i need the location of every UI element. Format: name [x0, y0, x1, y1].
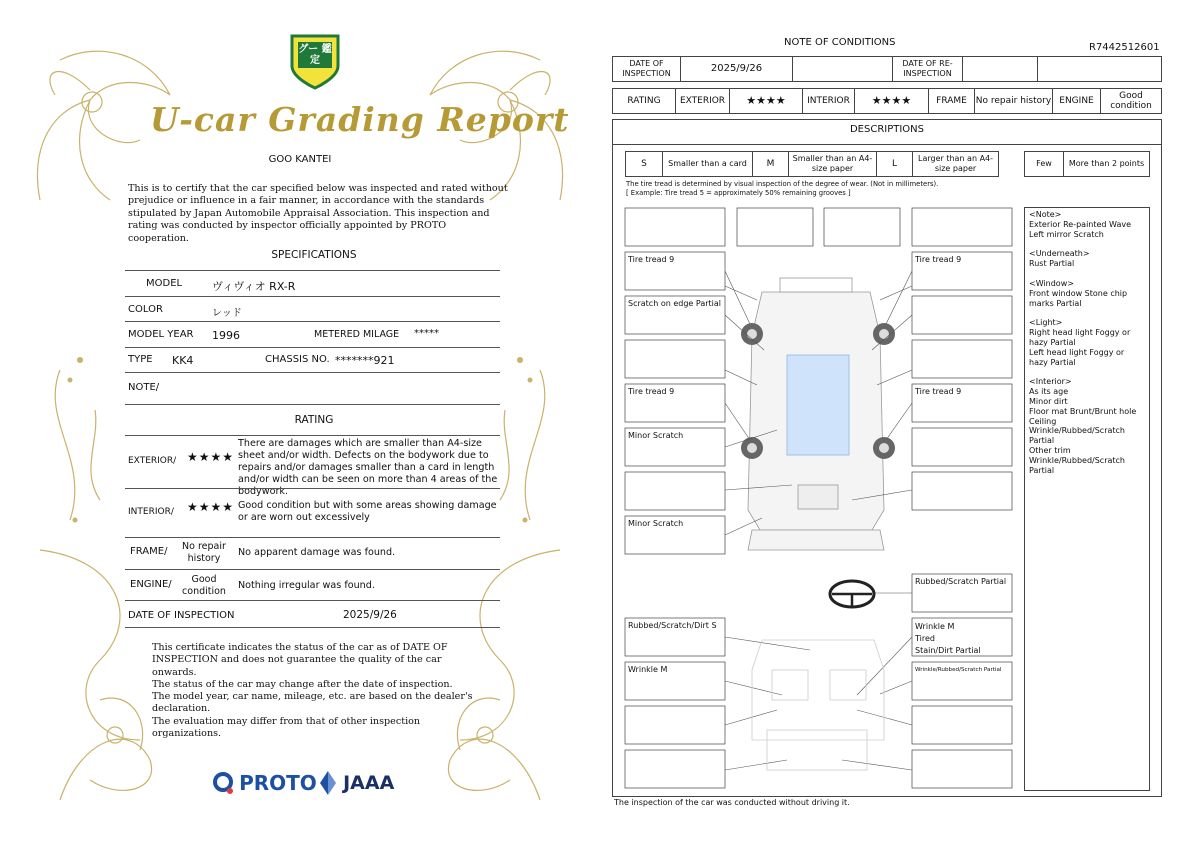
- interior-stars: ★★★★: [187, 500, 235, 514]
- certificate-disclaimer: [152, 642, 482, 740]
- model-label: MODEL: [146, 278, 183, 289]
- rating-heading: RATING: [294, 414, 334, 426]
- note-line: Minor dirt: [1029, 396, 1068, 406]
- note-line: Wrinkle/Rubbed/Scratch Partial: [1029, 455, 1125, 475]
- right-door-note: Wrinkle/Rubbed/Scratch Partial: [915, 667, 1002, 673]
- legend-few-text: More than 2 points: [1063, 152, 1149, 176]
- type-label: TYPE: [128, 354, 153, 365]
- dashboard-note: Rubbed/Scratch/Dirt S: [628, 621, 717, 630]
- interior-label: INTERIOR/: [128, 507, 174, 517]
- legend-m-text: Smaller than an A4-size paper: [788, 152, 876, 176]
- jaaa-logo-text: JAAA: [343, 772, 395, 794]
- proto-logo-text: PROTO: [239, 771, 317, 795]
- chassis-value: *******921: [335, 354, 395, 367]
- engine-value: Good condition: [182, 574, 226, 597]
- legend-s-text: Smaller than a card: [662, 152, 752, 176]
- exterior-label: EXTERIOR/: [128, 456, 177, 466]
- note-line: Right head light Foggy or hazy Partial: [1029, 328, 1131, 347]
- inspection-date-value: 2025/9/26: [343, 609, 397, 621]
- note-line: Floor mat Brunt/Brunt hole: [1029, 406, 1137, 416]
- inspection-date-label: DATE OF INSPECTION: [622, 58, 671, 78]
- count-legend: [1024, 151, 1150, 177]
- note-of-conditions-sheet: [600, 0, 1200, 848]
- frame-description: No apparent damage was found.: [238, 547, 396, 558]
- steering-wheel-icon: [830, 581, 874, 607]
- disclaimer-line: declaration.: [152, 703, 211, 715]
- left-seat-note: Wrinkle M: [628, 665, 668, 674]
- left-minor-scratch-note: Minor Scratch: [628, 431, 684, 440]
- disclaimer-line: The model year, car name, mileage, etc. are based on the dealer's: [152, 691, 473, 703]
- divider: [125, 404, 500, 405]
- divider: [125, 372, 500, 373]
- rear-right-tire-note: Tire tread 9: [915, 387, 962, 396]
- spacer: [1029, 308, 1145, 318]
- exterior-label: EXTERIOR: [675, 89, 729, 113]
- note-line: As its age: [1029, 387, 1069, 397]
- jaaa-mark-icon: [318, 770, 338, 796]
- model-value: ヴィヴィオ RX-R: [212, 280, 296, 293]
- frame-value: No repair history: [182, 541, 226, 564]
- inspection-date-label: DATE OF INSPECTION: [128, 610, 235, 621]
- goo-kantei-badge: [288, 30, 342, 90]
- divider: [125, 296, 500, 297]
- note-line: Other trim: [1029, 445, 1071, 455]
- spacer: [1029, 367, 1145, 377]
- jaaa-logo: [318, 770, 394, 796]
- type-value: KK4: [172, 354, 194, 367]
- frame-label: FRAME: [928, 89, 974, 113]
- reference-number: R7442512601: [1089, 42, 1160, 53]
- rear-minor-scratch-note: Minor Scratch: [628, 519, 684, 528]
- exterior-stars: ★★★★: [187, 450, 235, 464]
- proto-mark-icon: [212, 770, 234, 796]
- descriptions-heading: DESCRIPTIONS: [849, 124, 925, 135]
- engine-value: Good condition: [1100, 89, 1161, 113]
- rating-label: RATING: [627, 95, 661, 106]
- exterior-stars: ★★★★: [729, 89, 802, 113]
- additional-notes-panel: [1024, 207, 1150, 791]
- interior-stars: ★★★★: [854, 89, 928, 113]
- note-line: Wrinkle/Rubbed/Scratch Partial: [1029, 426, 1125, 446]
- exterior-description: There are damages which are smaller than A4-size sheet and/or width. Defects on the bodywork due to repairs and/or damages smaller than a card in length and/or width can be seen on more than 4 areas of the bodywork.: [238, 438, 498, 497]
- inspection-dates-row: [612, 56, 1162, 82]
- empty-cell: [1037, 57, 1161, 81]
- engine-label: ENGINE/: [130, 579, 172, 590]
- right-seat-note: Wrinkle M Tired Stain/Dirt Partial: [915, 622, 981, 655]
- note-line: <Light>: [1029, 318, 1063, 328]
- mileage-label: METERED MILAGE: [314, 329, 400, 340]
- note-line: Ceiling: [1029, 416, 1057, 426]
- divider: [125, 569, 500, 570]
- rear-left-tire-note: Tire tread 9: [628, 387, 675, 396]
- tire-example: [ Example: Tire tread 5 = approximately 50% remaining grooves ]: [626, 189, 851, 197]
- note-line: Rust Partial: [1029, 259, 1075, 269]
- note-line: Left mirror Scratch: [1029, 229, 1104, 239]
- chassis-label: CHASSIS NO.: [265, 354, 330, 365]
- legend-l-text: Larger than an A4-size paper: [912, 152, 998, 176]
- front-right-tire-note: Tire tread 9: [915, 255, 962, 264]
- front-left-tire-note: Tire tread 9: [628, 255, 675, 264]
- legend-l: L: [876, 152, 912, 176]
- tire-note: The tire tread is determined by visual inspection of the degree of wear. (Not in millimeters).: [626, 180, 939, 188]
- legend-m: M: [752, 152, 788, 176]
- interior-description: Good condition but with some areas showing damage or are worn out excessively: [238, 500, 497, 523]
- frame-label: FRAME/: [130, 546, 168, 557]
- note-line: <Window>: [1029, 278, 1074, 288]
- divider: [125, 600, 500, 601]
- interior-label: INTERIOR: [802, 89, 854, 113]
- issuer-name: GOO KANTEI: [268, 154, 332, 165]
- color-label: COLOR: [128, 304, 163, 315]
- divider: [125, 435, 500, 436]
- size-legend: [625, 151, 999, 177]
- legend-s: S: [641, 158, 647, 169]
- mileage-value: *****: [414, 328, 439, 339]
- disclaimer-line: The status of the car may change after the date of inspection.: [152, 678, 453, 690]
- reinspection-date-value: [962, 57, 1037, 81]
- note-line: Exterior Re-painted Wave: [1029, 219, 1132, 229]
- sheet-title: NOTE OF CONDITIONS: [784, 37, 896, 48]
- legend-few: Few: [1036, 158, 1052, 168]
- disclaimer-line: This certificate indicates the status of the car as of DATE OF: [152, 642, 448, 653]
- certification-statement: This is to certify that the car specified below was inspected and rated without prejudice or influence in a fair manner, in accordance with the standards stipulated by Japan Automobile Appraisal Association. This inspection and rating was conducted by inspector officially appointed by PROTO cooperation.: [128, 183, 508, 244]
- badge-text: グー 鑑定: [298, 44, 332, 66]
- engine-label: ENGINE: [1052, 89, 1100, 113]
- frame-value: No repair history: [974, 89, 1052, 113]
- rating-row: [612, 88, 1162, 114]
- inspection-date-value: 2025/9/26: [680, 57, 792, 81]
- disclaimer-line: The evaluation may differ from that of other inspection organizations.: [152, 715, 421, 740]
- note-line: Left head light Foggy or hazy Partial: [1029, 347, 1125, 367]
- report-title: U-car Grading Report: [150, 100, 570, 139]
- divider: [125, 321, 500, 322]
- divider: [125, 627, 500, 628]
- note-line: <Interior>: [1029, 377, 1072, 387]
- empty-cell: [792, 57, 892, 81]
- engine-description: Nothing irregular was found.: [238, 580, 375, 591]
- divider: [125, 537, 500, 538]
- divider: [125, 347, 500, 348]
- proto-logo: [212, 770, 317, 796]
- model-year-label: MODEL YEAR: [128, 329, 194, 340]
- note-line: <Underneath>: [1029, 249, 1090, 259]
- disclaimer-line: INSPECTION and does not guarantee the quality of the car onwards.: [152, 654, 442, 678]
- note-line: Front window Stone chip marks Partial: [1029, 288, 1128, 308]
- spacer: [1029, 269, 1145, 279]
- specifications-heading: SPECIFICATIONS: [271, 249, 357, 261]
- inspection-footer: The inspection of the car was conducted without driving it.: [614, 798, 850, 807]
- reinspection-date-label: DATE OF RE-INSPECTION: [892, 57, 962, 81]
- color-value: レッド: [212, 308, 242, 319]
- divider: [612, 144, 1162, 145]
- left-edge-scratch-note: Scratch on edge Partial: [628, 299, 722, 308]
- steering-note: Rubbed/Scratch Partial: [915, 577, 1007, 586]
- model-year-value: 1996: [212, 329, 240, 342]
- spacer: [1029, 239, 1145, 249]
- divider: [125, 488, 500, 489]
- divider: [125, 270, 500, 271]
- note-line: <Note>: [1029, 210, 1062, 219]
- note-label: NOTE/: [128, 382, 160, 393]
